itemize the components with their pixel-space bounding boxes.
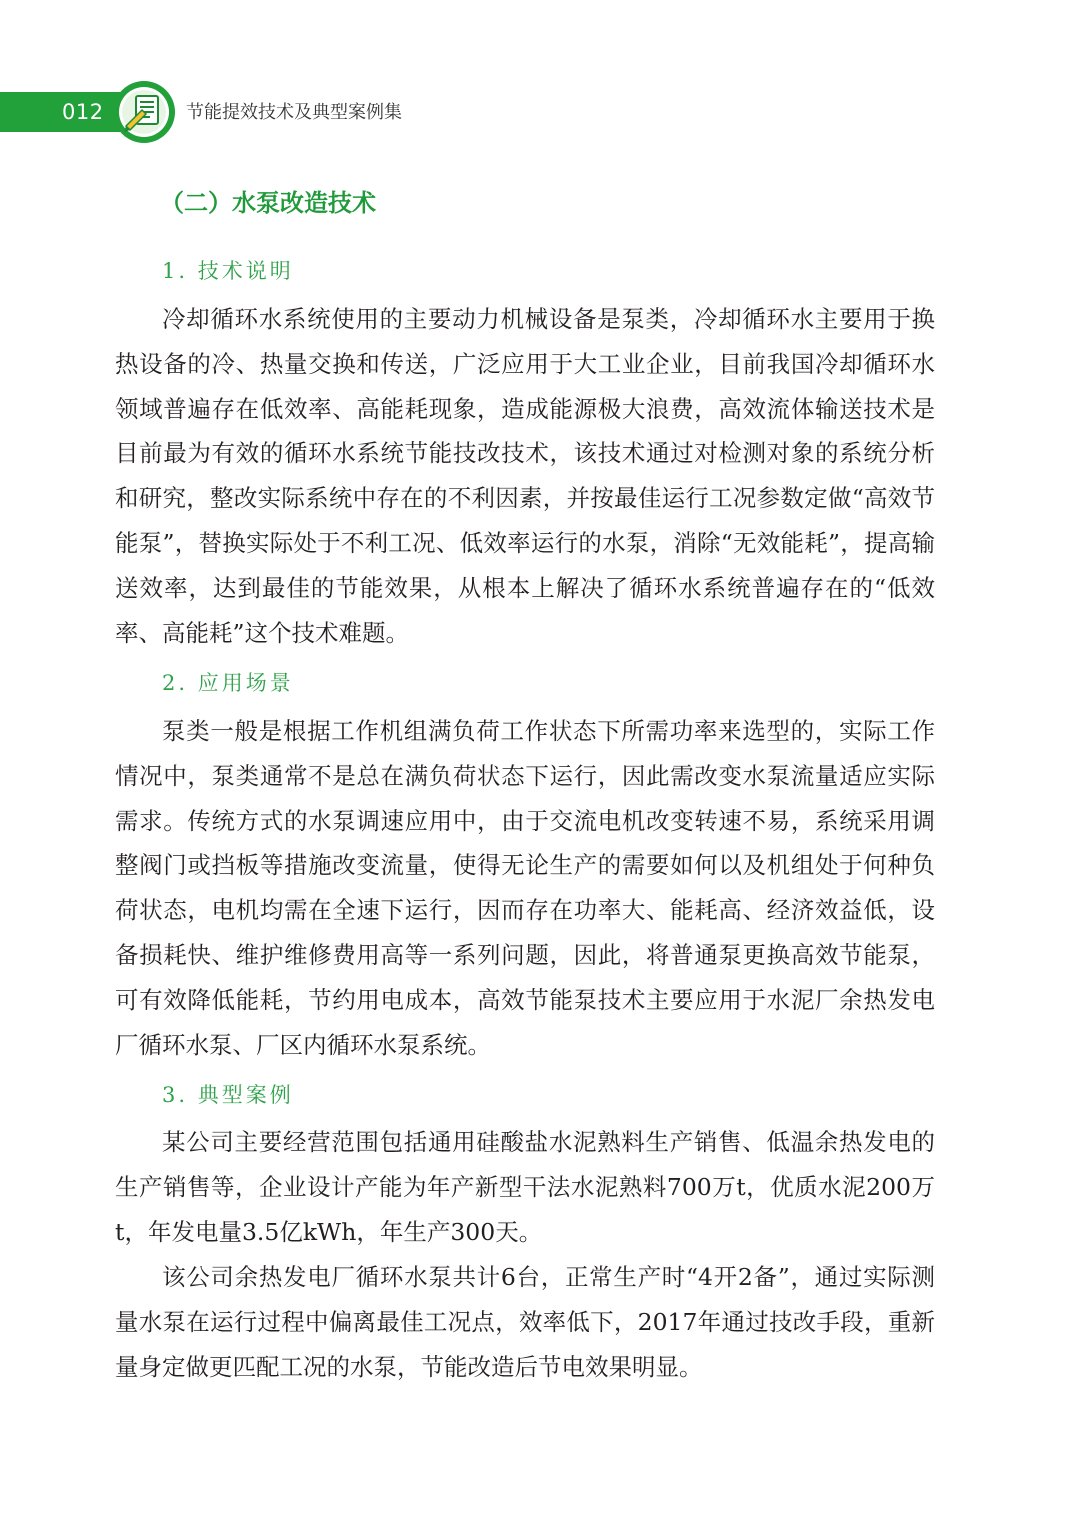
subsection-heading-tech-description: 1. 技术说明 (162, 259, 294, 283)
page-number: 012 (62, 100, 104, 124)
subsection-heading-case: 3. 典型案例 (162, 1083, 294, 1107)
subsection-heading-application: 2. 应用场景 (162, 671, 294, 695)
paragraph-application: 泵类一般是根据工作机组满负荷工作状态下所需功率来选型的，实际工作情况中，泵类通常不是总在满负荷状态下运行，因此需改变水泵流量适应实际需求。传统方式的水泵调速应用中，由于交流电机改变转速不易，系统采用调整阀门或挡板等措施改变流量，使得无论生产的需要如何以及机组处于何种负荷状态，电机均需在全速下运行，因而存在功率大、能耗高、经济效益低，设备损耗快、维护维修费用高等一系列问题，因此，将普通泵更换高效节能泵，可有效降低能耗，节约用电成本，高效节能泵技术主要应用于水泥厂余热发电厂循环水泵、厂区内循环水泵系统。 (115, 717, 935, 1059)
paragraph-case-2: 该公司余热发电厂循环水泵共计6台，正常生产时“4开2备”，通过实际测量水泵在运行过程中偏离最佳工况点，效率低下，2017年通过技改手段，重新量身定做更匹配工况的水泵，节能改造后节电效果明显。 (115, 1263, 935, 1381)
book-title: 节能提效技术及典型案例集 (186, 102, 402, 123)
document-pen-icon (112, 80, 176, 144)
paragraph-tech-description: 冷却循环水系统使用的主要动力机械设备是泵类，冷却循环水主要用于换热设备的冷、热量交换和传送，广泛应用于大工业企业，目前我国冷却循环水领域普遍存在低效率、高能耗现象，造成能源极大浪费，高效流体输送技术是目前最为有效的循环水系统节能技改技术，该技术通过对检测对象的系统分析和研究，整改实际系统中存在的不利因素，并按最佳运行工况参数定做“高效节能泵”，替换实际处于不利工况、低效率运行的水泵，消除“无效能耗”，提高输送效率，达到最佳的节能效果，从根本上解决了循环水系统普遍存在的“低效率、高能耗”这个技术难题。 (115, 305, 935, 647)
paragraph-case-1: 某公司主要经营范围包括通用硅酸盐水泥熟料生产销售、低温余热发电的生产销售等，企业设计产能为年产新型干法水泥熟料700万t，优质水泥200万t，年发电量3.5亿kWh，年生产300天。 (115, 1128, 935, 1246)
section-title: （二）水泵改造技术 (160, 188, 376, 217)
